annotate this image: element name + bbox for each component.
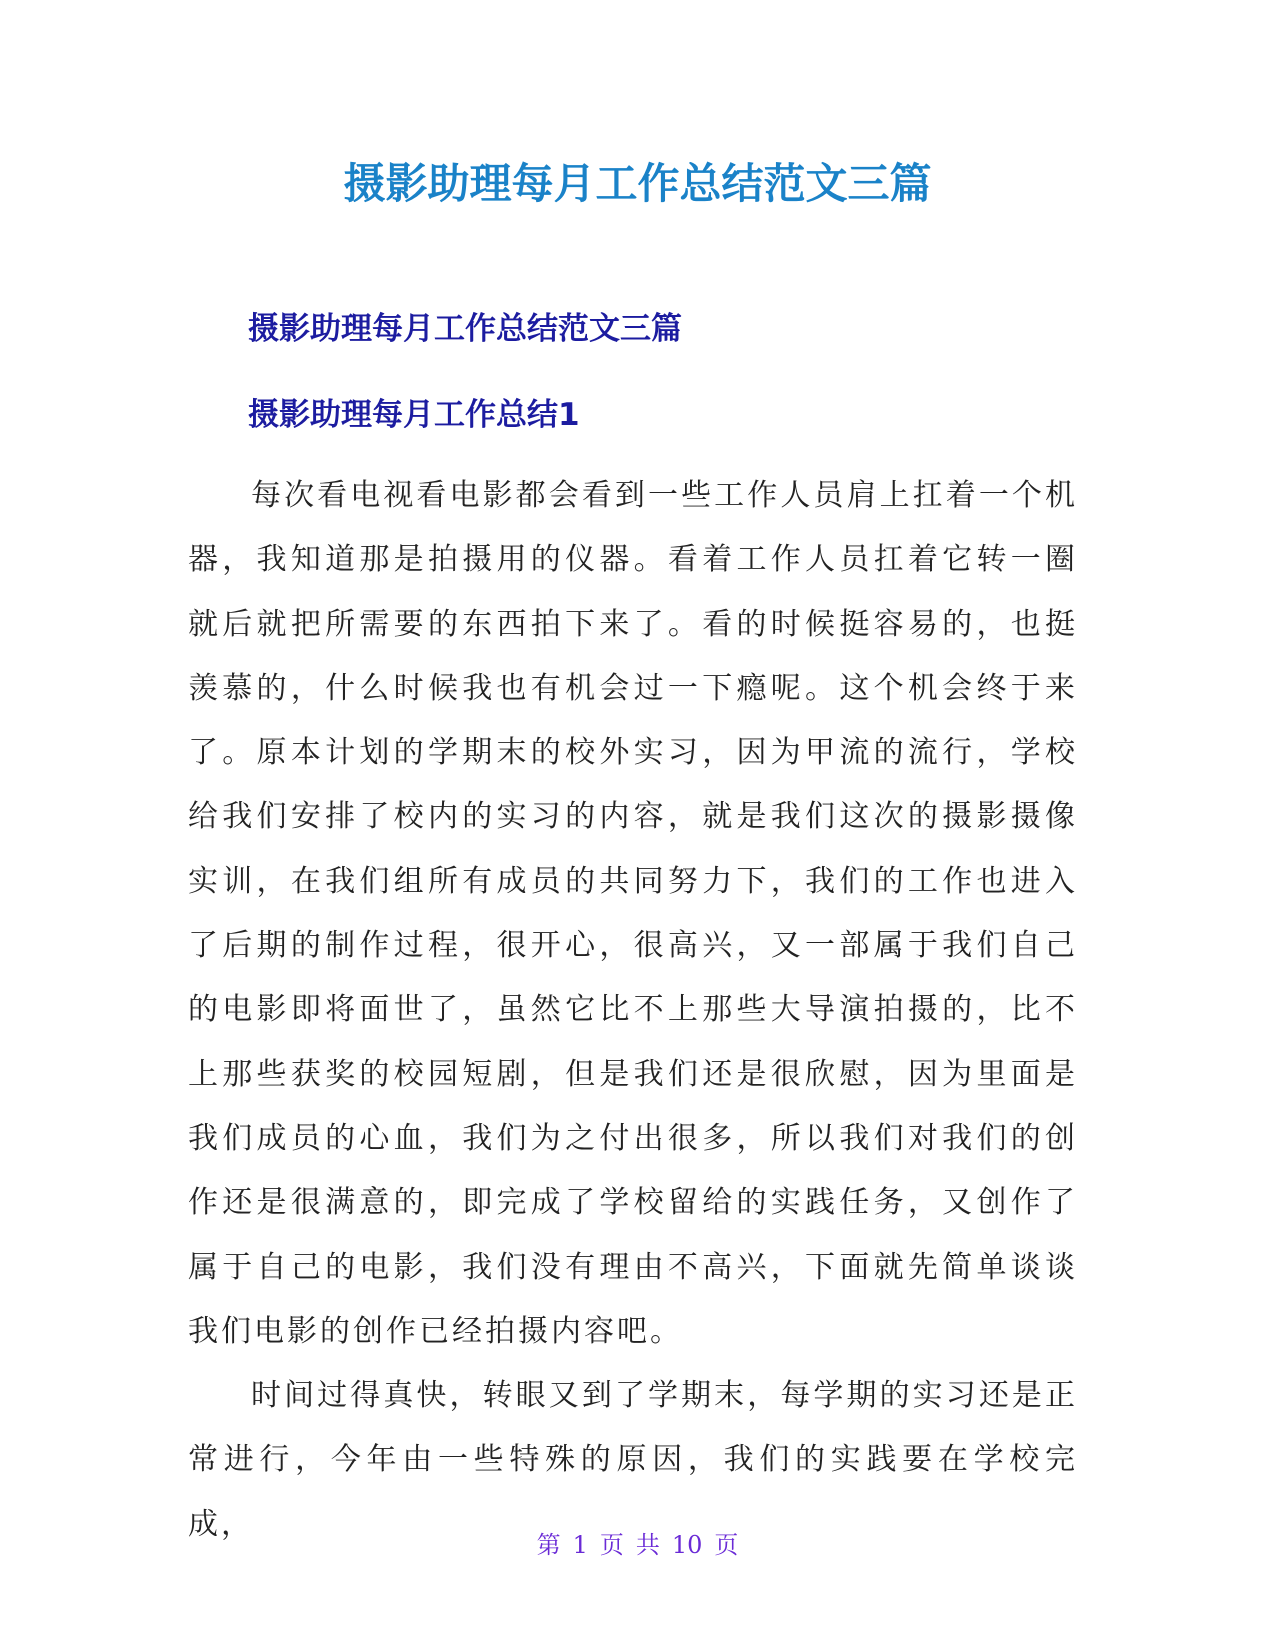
section-heading: 摄影助理每月工作总结1 xyxy=(248,397,580,433)
footer-current-page: 1 xyxy=(572,1531,588,1559)
footer-total-word: 共 xyxy=(635,1531,660,1559)
footer-suffix: 页 xyxy=(714,1531,739,1559)
body-paragraph-2: 时间过得真快，转眼又到了学期末，每学期的实习还是正常进行，今年由一些特殊的原因，我们的实践要在学校完成， xyxy=(188,1378,1078,1542)
document-title: 摄影助理每月工作总结范文三篇 xyxy=(343,159,932,208)
footer-page-word: 页 xyxy=(599,1531,624,1559)
footer-prefix: 第 xyxy=(536,1531,561,1559)
footer-total-pages: 10 xyxy=(671,1531,703,1559)
body-paragraph-1: 每次看电视看电影都会看到一些工作人员肩上扛着一个机器，我知道那是拍摄用的仪器。看着工作人员扛着它转一圈就后就把所需要的东西拍下来了。看的时候挺容易的，也挺羡慕的，什么时候我也有机会过一下瘾呢。这个机会终于来了。原本计划的学期末的校外实习，因为甲流的流行，学校给我们安排了校内的实习的内容，就是我们这次的摄影摄像实训，在我们组所有成员的共同努力下，我们的工作也进入了后期的制作过程，很开心，很高兴，又一部属于我们自己的电影即将面世了，虽然它比不上那些大导演拍摄的，比不上那些获奖的校园短剧，但是我们还是很欣慰，因为里面是我们成员的心血，我们为之付出很多，所以我们对我们的创作还是很满意的，即完成了学校留给的实践任务，又创作了属于自己的电影，我们没有理由不高兴，下面就先简单谈谈我们电影的创作已经拍摄内容吧。 xyxy=(188,478,1078,1349)
page-footer xyxy=(0,1530,1275,1560)
main-heading: 摄影助理每月工作总结范文三篇 xyxy=(248,311,682,347)
